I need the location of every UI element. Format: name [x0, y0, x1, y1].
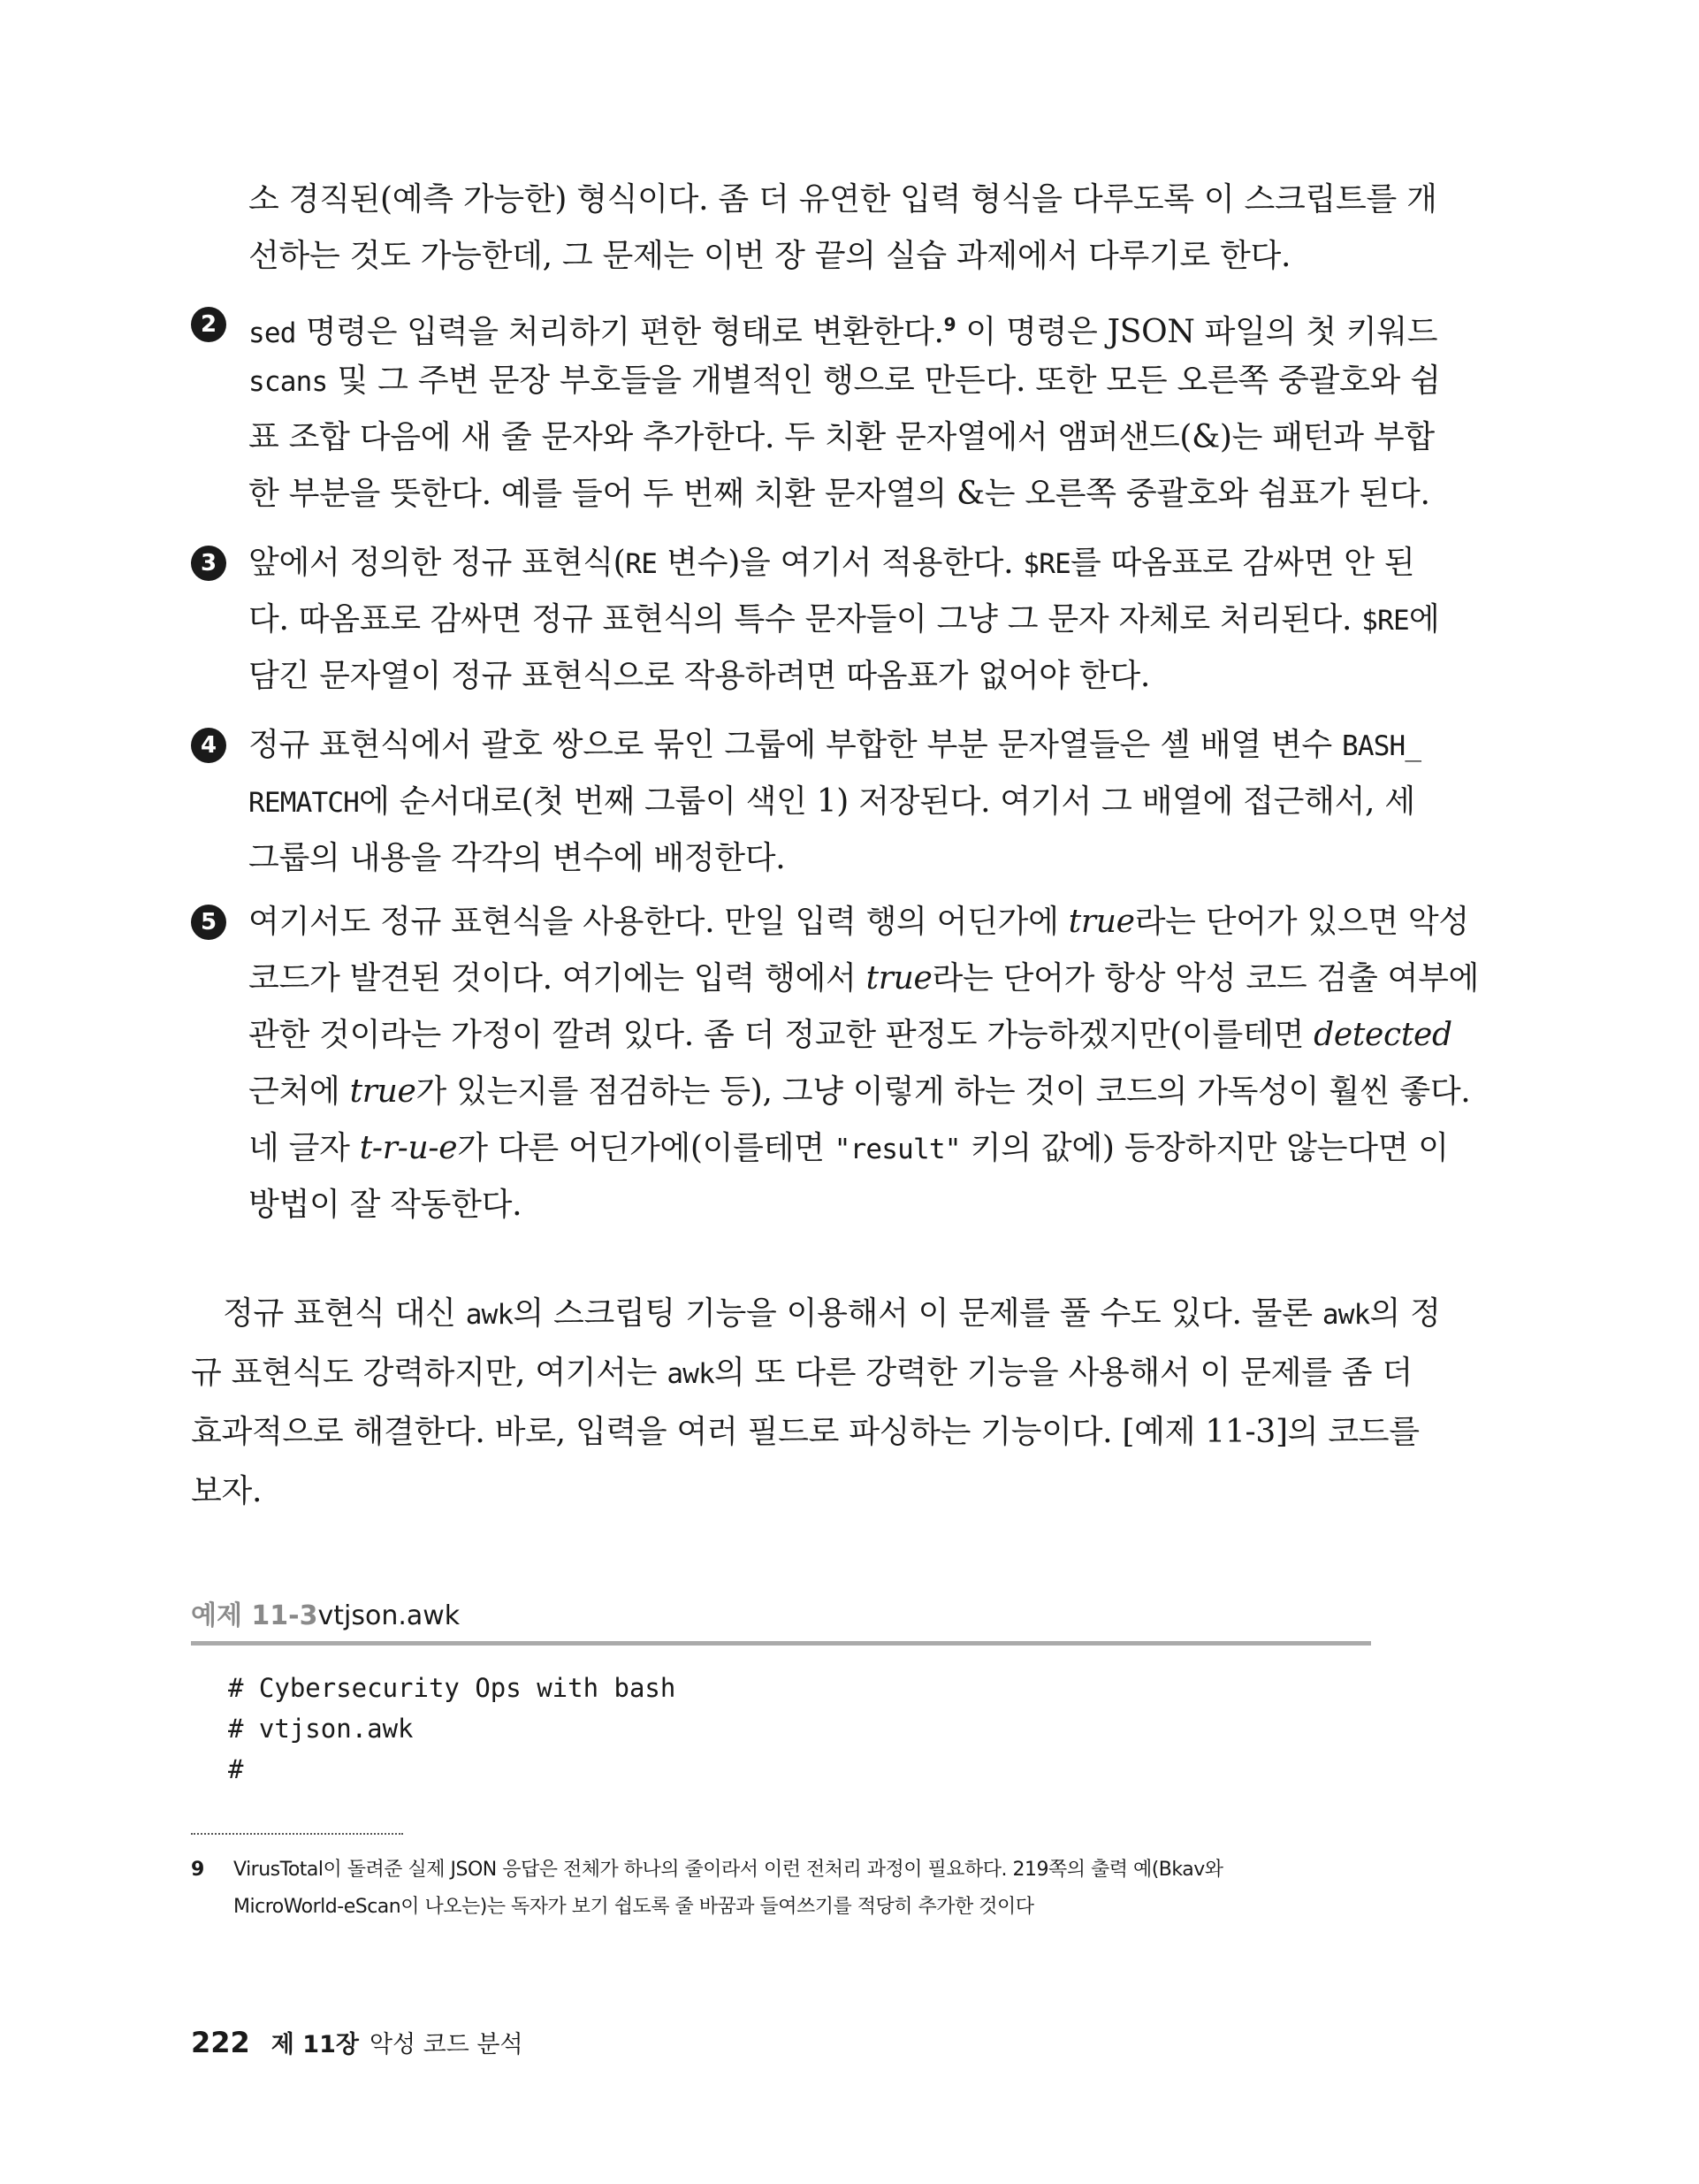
text: 의 정: [1369, 1295, 1441, 1332]
footnote-divider: [191, 1833, 403, 1835]
text: 정규 표현식 대신: [223, 1295, 466, 1332]
item-4-line: 그룹의 내용을 각각의 변수에 배정한다.: [248, 840, 786, 876]
callout-marker-2: 2: [191, 307, 226, 342]
chapter-number: 제 11장: [270, 2031, 359, 2058]
item-2-line: 표 조합 다음에 새 줄 문자와 추가한다. 두 치환 문자열에서 앰퍼샌드(&)는 패턴과 부합: [248, 419, 1435, 455]
page-footer: [191, 2025, 523, 2066]
example-title: [191, 1599, 460, 1634]
callout-marker-4: 4: [191, 728, 226, 763]
italic-term: true: [349, 1073, 416, 1110]
text: 가 다른 어딘가에(이를테면: [457, 1130, 834, 1166]
item-4-line: [248, 779, 1415, 826]
item-2-line: [248, 302, 1438, 356]
text: 관한 것이라는 가정이 깔려 있다. 좀 더 정교한 판정도 가능하겠지만(이를테면: [248, 1017, 1314, 1053]
item-5-line: [248, 956, 1480, 1002]
inline-code: "result": [834, 1134, 961, 1165]
item-5-line: [248, 1126, 1449, 1172]
body-line: 선하는 것도 가능한데, 그 문제는 이번 장 끝의 실습 과제에서 다루기로 한다.: [248, 238, 1291, 274]
text: 여기서도 정규 표현식을 사용한다. 만일 입력 행의 어딘가에: [248, 904, 1069, 940]
code-line: #: [228, 1754, 244, 1784]
text: 이 명령은 JSON 파일의 첫 키워드: [956, 314, 1438, 350]
italic-term: true: [865, 960, 933, 997]
item-3-line: [248, 540, 1415, 587]
text: 규 표현식도 강력하지만, 여기서는: [191, 1355, 667, 1391]
example-filename: vtjson.awk: [317, 1600, 461, 1631]
item-2-line: [248, 358, 1441, 405]
body-line: 소 경직된(예측 가능한) 형식이다. 좀 더 유연한 입력 형식을 다루도록 이 스크립트를 개: [248, 181, 1437, 218]
text: 에: [1408, 601, 1440, 638]
italic-term: t-r-u-e: [359, 1130, 458, 1166]
text: 의 또 다른 강력한 기능을 사용해서 이 문제를 좀 더: [713, 1355, 1413, 1391]
text: 변수)을 여기서 적용한다.: [657, 545, 1024, 581]
inline-code: BASH_: [1341, 730, 1421, 762]
inline-code: awk: [1322, 1299, 1370, 1331]
text: 를 따옴표로 감싸면 안 된: [1070, 545, 1415, 581]
awk-paragraph-line: [191, 1291, 1441, 1338]
chapter-title: 악성 코드 분석: [369, 2031, 523, 2058]
text: 의 스크립팅 기능을 이용해서 이 문제를 풀 수도 있다. 물론: [513, 1295, 1322, 1332]
code-line: # vtjson.awk: [228, 1714, 414, 1744]
code-line: # Cybersecurity Ops with bash: [228, 1673, 676, 1703]
awk-paragraph-line: [191, 1350, 1413, 1397]
item-5-line: [248, 1069, 1471, 1115]
inline-code: $RE: [1023, 548, 1070, 580]
item-3-line: [248, 597, 1440, 644]
footnote-line: [191, 1852, 1223, 1888]
footnote-text: VirusTotal이 돌려준 실제 JSON 응답은 전체가 하나의 줄이라서 이런 전처리 과정이 필요하다. 219쪽의 출력 예(Bkav와: [233, 1859, 1223, 1881]
inline-code: $RE: [1361, 605, 1409, 637]
item-2-line: 한 부분을 뜻한다. 예를 들어 두 번째 치환 문자열의 &는 오른쪽 중괄호와 쉼표가 된다.: [248, 476, 1430, 512]
item-4-line: [248, 722, 1421, 769]
text: 가 있는지를 점검하는 등), 그냥 이렇게 하는 것이 코드의 가독성이 훨씬 좋다.: [415, 1073, 1471, 1110]
text: 및 그 주변 문장 부호들을 개별적인 행으로 만든다. 또한 모든 오른쪽 중괄호와 쉼: [327, 363, 1441, 399]
inline-code: RE: [625, 548, 658, 580]
item-5-line: 방법이 잘 작동한다.: [248, 1187, 522, 1223]
inline-code: scans: [248, 366, 328, 398]
italic-term: detected: [1314, 1017, 1452, 1053]
text: 다. 따옴표로 감싸면 정규 표현식의 특수 문자들이 그냥 그 문자 자체로 처리된다.: [248, 601, 1362, 638]
text: 에 순서대로(첫 번째 그룹이 색인 1) 저장된다. 여기서 그 배열에 접근해서, 세: [359, 783, 1415, 820]
page-number: 222: [191, 2026, 250, 2059]
text: 키의 값에) 등장하지만 않는다면 이: [960, 1130, 1449, 1166]
footnote-number: 9: [191, 1859, 204, 1881]
text: 라는 단어가 항상 악성 코드 검출 여부에: [932, 960, 1480, 997]
inline-code: awk: [465, 1299, 514, 1331]
text: 명령은 입력을 처리하기 편한 형태로 변환한다.: [295, 314, 944, 350]
text: 네 글자: [248, 1130, 360, 1166]
footnote-line: MicroWorld-eScan이 나오는)는 독자가 보기 쉽도록 줄 바꿈과 들여쓰기를 적당히 추가한 것이다: [233, 1896, 1034, 1918]
inline-code: sed: [248, 317, 296, 349]
example-divider: [191, 1641, 1371, 1646]
footnote-ref: 9: [943, 314, 956, 335]
text: 근처에: [248, 1073, 350, 1110]
text: 라는 단어가 있으면 악성: [1134, 904, 1469, 940]
inline-code: awk: [667, 1358, 714, 1390]
inline-code: REMATCH: [248, 787, 360, 819]
callout-marker-5: 5: [191, 905, 226, 940]
item-3-line: 담긴 문자열이 정규 표현식으로 작용하려면 따옴표가 없어야 한다.: [248, 658, 1150, 694]
example-label: 예제 11-3: [191, 1600, 318, 1631]
awk-paragraph-line: 보자.: [191, 1473, 263, 1509]
text: 코드가 발견된 것이다. 여기에는 입력 행에서: [248, 960, 866, 997]
awk-paragraph-line: 효과적으로 해결한다. 바로, 입력을 여러 필드로 파싱하는 기능이다. [예제 11-3]의 코드를: [191, 1414, 1420, 1450]
callout-marker-3: 3: [191, 546, 226, 581]
text: 정규 표현식에서 괄호 쌍으로 묶인 그룹에 부합한 부분 문자열들은 셸 배열 변수: [248, 727, 1342, 763]
item-5-line: [248, 899, 1469, 945]
item-5-line: [248, 1012, 1452, 1058]
text: 앞에서 정의한 정규 표현식(: [248, 545, 626, 581]
italic-term: true: [1068, 904, 1135, 940]
